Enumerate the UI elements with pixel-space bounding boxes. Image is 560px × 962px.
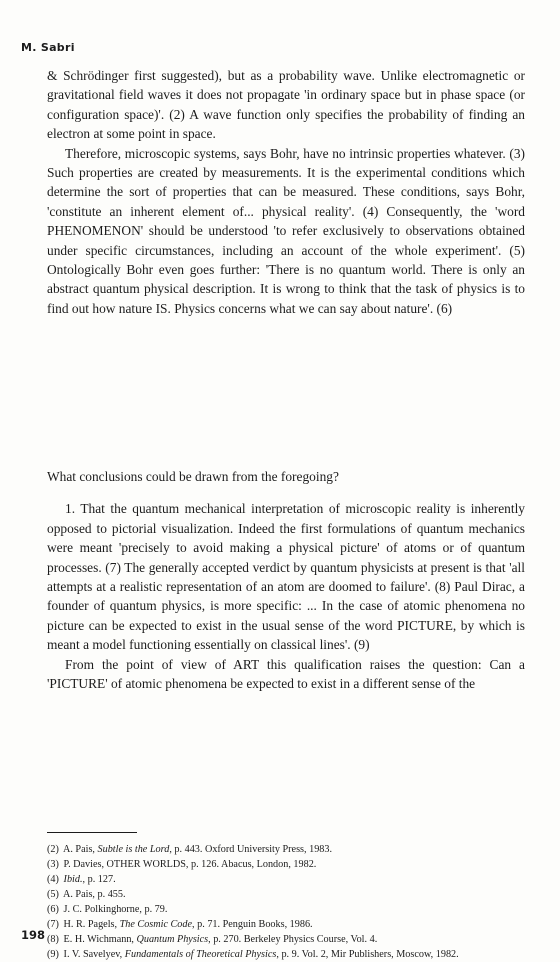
paragraph: From the point of view of ART this qualification raises the question: Can a 'PICTURE' of atomic phenomena be expected to exist in a different sense of the <box>47 656 525 692</box>
footnote-number: (4) <box>47 874 59 885</box>
footnote-number: (7) <box>47 919 59 930</box>
footnote-number: (9) <box>47 949 59 960</box>
paragraph: Therefore, microscopic systems, says Bohr, have no intrinsic properties whatever. (3) Such properties are created by measurements. It is the experimental conditions which determine the sort of properties that can be measured. These conditions, says Bohr, 'constitute an inherent element of... physical reality'. (4) Consequently, the 'word PHENOMENON' should be understood 'to refer exclusively to observations obtained under specific circumstances, including an account of the whole experiment'. (5) Ontologically Bohr even goes further: 'There is no quantum world. There is only an abstract quantum physical description. It is wrong to think that the task of physics is to find out how nature IS. Physics concerns what we can say about nature'. (6) <box>47 145 525 316</box>
running-header-author: M. Sabri <box>21 41 75 54</box>
cited-title: Subtle is the Lord <box>97 844 170 855</box>
paragraph: & Schrödinger first suggested), but as a probability wave. Unlike electromagnetic or gravitational field waves it does not propagate 'in ordinary space but in phase space (or configuration space)'. (2) A wave function only specifies the probability of finding an electron at some point in space. <box>47 68 525 142</box>
footnote-number: (8) <box>47 934 59 945</box>
footnote: (9) I. V. Savelyev, Fundamentals of Theoretical Physics, p. 9. Vol. 2, Mir Publishers, Moscow, 1982. <box>47 949 459 960</box>
page-number: 198 <box>21 928 46 942</box>
footnote-number: (3) <box>47 859 59 870</box>
footnote: (7) H. R. Pagels, The Cosmic Code, p. 71. Penguin Books, 1986. <box>47 919 313 930</box>
cited-title: Quantum Physics <box>136 934 209 945</box>
footnote-number: (2) <box>47 844 59 855</box>
cited-title: Ibid. <box>63 874 83 885</box>
footnote: (3) P. Davies, OTHER WORLDS, p. 126. Abacus, London, 1982. <box>47 859 317 870</box>
paragraph: 1. That the quantum mechanical interpretation of microscopic reality is inherently opposed to pictorial visualization. Indeed the first formulations of quantum mechanics were meant 'precisely to avoid making a physical picture' of atoms or of quantum processes. (7) The generally accepted verdict by quantum physicists at present is that 'all attempts at a realistic representation of an atom are doomed to failure'. (8) Paul Dirac, a founder of quantum physics, is more specific: ... In the case of atomic phenomena no picture can be expected to exist in the usual sense of the word PICTURE, by which is meant a model functioning essentially on classical lines'. (9) <box>47 501 525 653</box>
footnote: (4) Ibid., p. 127. <box>47 874 116 885</box>
footnotes-list <box>47 842 525 962</box>
section-lead-question: What conclusions could be drawn from the foregoing? <box>47 469 339 484</box>
footnote-separator <box>47 832 137 833</box>
footnote: (2) A. Pais, Subtle is the Lord, p. 443. Oxford University Press, 1983. <box>47 844 333 855</box>
text-block-upper <box>47 66 525 318</box>
footnote-number: (6) <box>47 904 59 915</box>
footnote: (5) A. Pais, p. 455. <box>47 889 126 900</box>
footnote: (8) E. H. Wichmann, Quantum Physics, p. 270. Berkeley Physics Course, Vol. 4. <box>47 934 378 945</box>
cited-title: The Cosmic Code <box>119 919 193 930</box>
text-block-lower <box>47 467 525 693</box>
footnote-number: (5) <box>47 889 59 900</box>
cited-title: Fundamentals of Theoretical Physics <box>124 949 277 960</box>
footnote: (6) J. C. Polkinghorne, p. 79. <box>47 904 168 915</box>
